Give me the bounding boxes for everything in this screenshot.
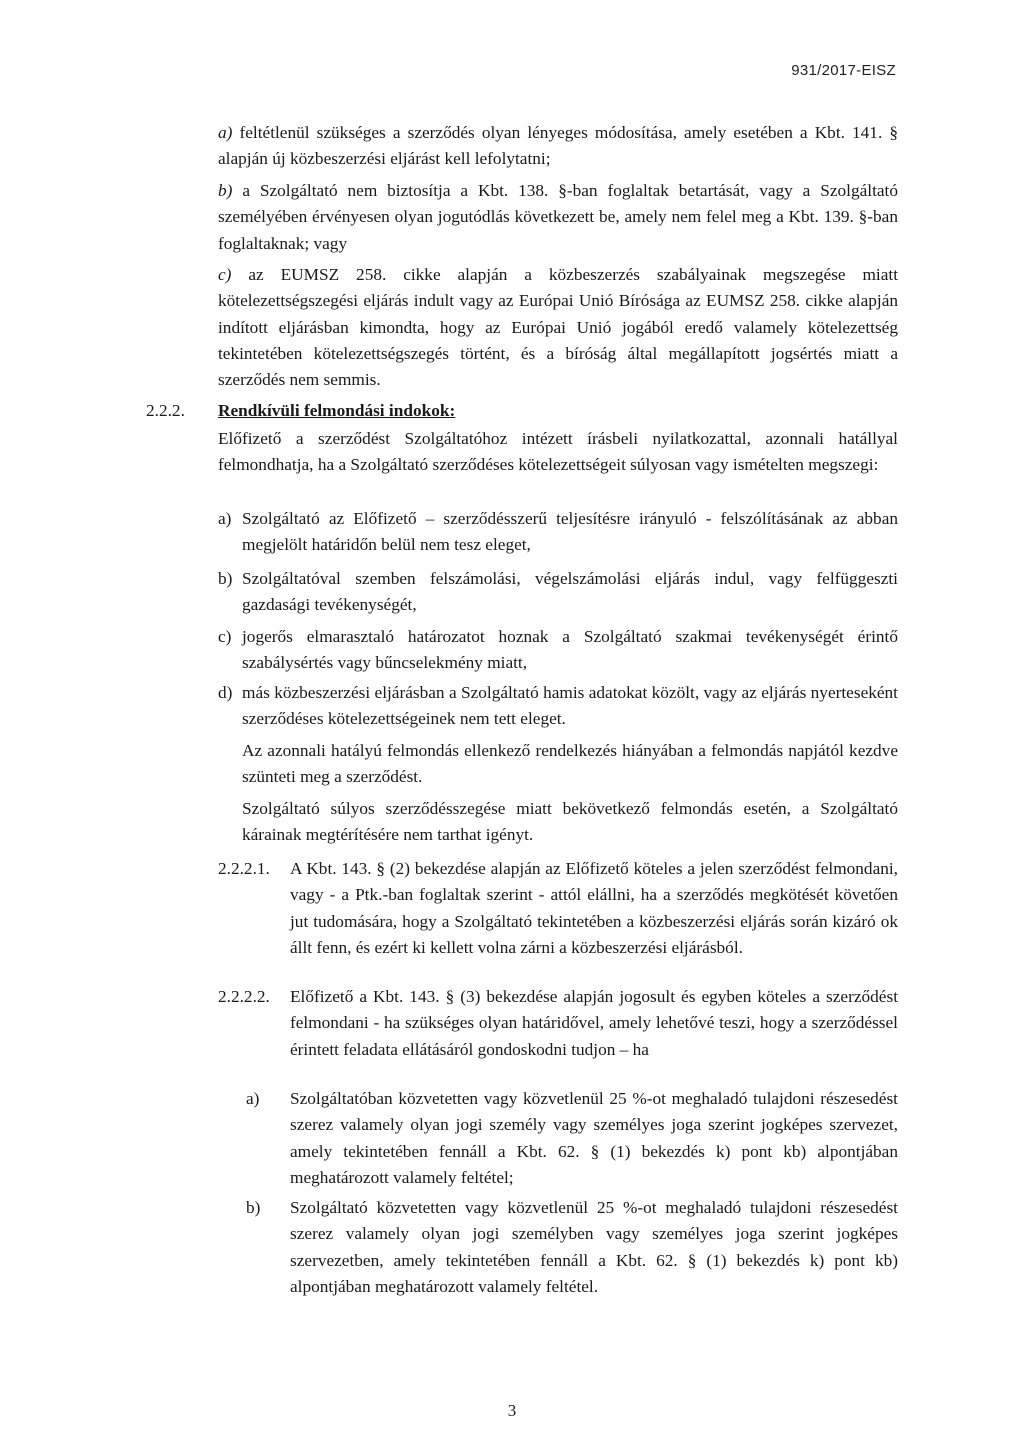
clause-b-text: a Szolgáltató nem biztosítja a Kbt. 138. §-ban foglaltak betartását, vagy a Szolgáltató személyében érvényesen olyan jogutódlás következett be, amely nem felel meg a Kbt. 139. §-ban foglaltaknak; vagy (218, 181, 898, 253)
document-id: 931/2017-EISZ (791, 62, 896, 79)
list-item: Szolgáltató az Előfizető – szerződésszerű teljesítésre irányuló - felszólításának az abban megjelölt határidőn belül nem tesz eleget, (242, 509, 898, 555)
paragraph: Szolgáltató súlyos szerződésszegése miatt bekövetkező felmondás esetén, a Szolgáltató kárainak megtérítésére nem tarthat igényt. (242, 799, 898, 845)
list-item: Szolgáltatóval szemben felszámolási, végelszámolási eljárás indul, vagy felfüggeszti gazdasági tevékenységét, (242, 569, 898, 615)
clause-a-marker: a) (218, 123, 233, 142)
list-item: Szolgáltató közvetetten vagy közvetlenül 25 %-ot meghaladó tulajdoni részesedést szerez valamely olyan jogi személyben vagy személyes joga szerint jogképes szervezetben, amely tekintetében fennáll a Kbt. 62. § (1) bekezdés k) pont kb) alpontjában meghatározott valamely feltétel. (290, 1198, 898, 1296)
subsection-text: Előfizető a Kbt. 143. § (3) bekezdése alapján jogosult és egyben köteles a szerződést felmondani - ha szükséges olyan határidővel, amely lehetővé teszi, hogy a szerződéssel érintett feladata ellátásáról gondoskodni tudjon – ha (290, 987, 898, 1059)
subsection-text: A Kbt. 143. § (2) bekezdése alapján az Előfizető köteles a jelen szerződést felmondani, vagy - a Ptk.-ban foglaltak szerint - attól elállni, ha a szerződés megkötését követően jut tudomására, hogy a Szolgáltató tekintetében a közbeszerzési eljárás során kizáró ok állt fenn, és ezért ki kellett volna zárni a közbeszerzési eljárásból. (290, 859, 898, 957)
subsection-number: 2.2.2.2. (218, 987, 270, 1006)
list-item-marker: a) (218, 509, 232, 528)
section-intro: Előfizető a szerződést Szolgáltatóhoz intézett írásbeli nyilatkozattal, azonnali hatállyal felmondhatja, ha a Szolgáltató szerződéses kötelezettségeit súlyosan vagy ismételten megszegi: (218, 429, 898, 475)
section-title: Rendkívüli felmondási indokok: (218, 401, 456, 420)
paragraph: Az azonnali hatályú felmondás ellenkező rendelkezés hiányában a felmondás napjától kezdve szünteti meg a szerződést. (242, 741, 898, 787)
list-item: más közbeszerzési eljárásban a Szolgáltató hamis adatokat közölt, vagy az eljárás nyerteseként szerződéses kötelezettségeinek nem tett eleget. (242, 683, 898, 729)
list-item-marker: d) (218, 683, 233, 702)
page-number: 3 (507, 1401, 517, 1420)
list-item-marker: b) (246, 1198, 261, 1217)
list-item-marker: c) (218, 627, 232, 646)
clause-a (218, 120, 898, 173)
clause-c (218, 262, 898, 393)
section-number: 2.2.2. (146, 401, 185, 420)
clause-a-text: feltétlenül szükséges a szerződés olyan lényeges módosítása, amely esetében a Kbt. 141. § alapján új közbeszerzési eljárást kell lefolytatni; (218, 123, 898, 169)
list-item: Szolgáltatóban közvetetten vagy közvetlenül 25 %-ot meghaladó tulajdoni részesedést szerez valamely olyan jogi személy vagy személyes joga szerint jogképes szervezet, amely tekintetében fennáll a Kbt. 62. § (1) bekezdés k) pont kb) alpontjában meghatározott valamely feltétel; (290, 1089, 898, 1187)
list-item-marker: a) (246, 1089, 260, 1108)
clause-c-marker: c) (218, 265, 232, 284)
clause-b-marker: b) (218, 181, 233, 200)
list-item-marker: b) (218, 569, 233, 588)
list-item: jogerős elmarasztaló határozatot hoznak a Szolgáltató szakmai tevékenységét érintő szabálysértés vagy bűncselekmény miatt, (242, 627, 898, 673)
clause-b (218, 178, 898, 257)
clause-c-text: az EUMSZ 258. cikke alapján a közbeszerzés szabályainak megszegése miatt kötelezettségszegési eljárás indult vagy az Európai Unió Bírósága az EUMSZ 258. cikke alapján indított eljárásban kimondta, hogy az Európai Unió jogából eredő valamely kötelezettség tekintetében kötelezettségszegés történt, és a bíróság által megállapított jogsértés miatt a szerződés nem semmis. (218, 265, 898, 390)
subsection-number: 2.2.2.1. (218, 859, 270, 878)
